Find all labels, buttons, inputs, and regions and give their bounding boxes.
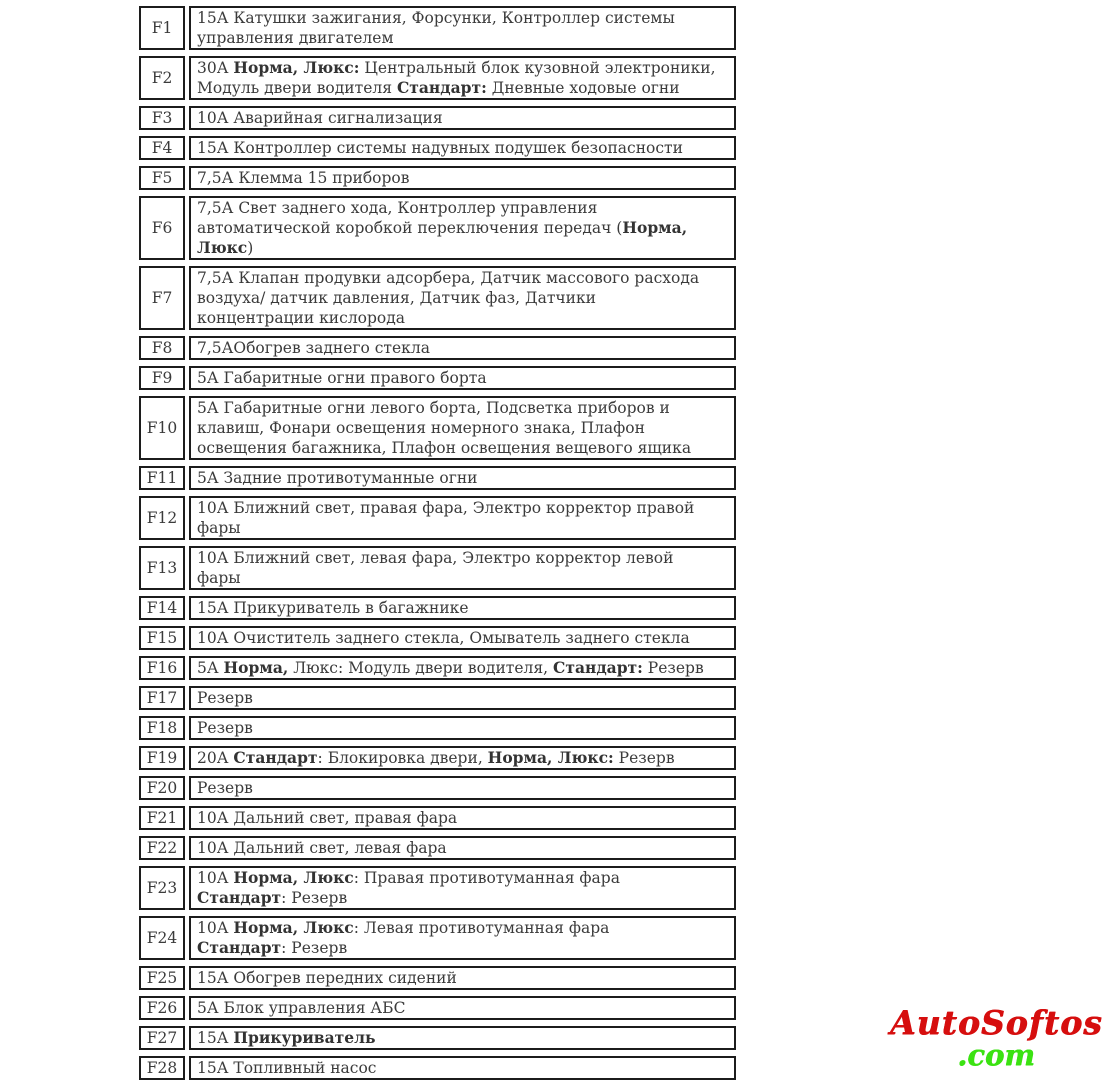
fuse-desc-line: концентрации кислорода xyxy=(197,309,406,327)
fuse-id-cell: F12 xyxy=(139,496,185,540)
fuse-id-cell: F1 xyxy=(139,6,185,50)
table-row xyxy=(139,266,736,330)
fuse-desc-cell xyxy=(189,6,736,50)
fuse-desc-line: 10А Дальний свет, левая фара xyxy=(197,839,447,857)
fuse-desc-line: 20А Стандарт: Блокировка двери, Норма, Люкс: Резерв xyxy=(197,748,675,767)
fuse-desc-line: 10А Норма, Люкс: Левая противотуманная фара xyxy=(197,918,610,937)
fuse-desc-cell xyxy=(189,916,736,960)
fuse-desc-line: клавиш, Фонари освещения номерного знака, Плафон xyxy=(197,419,645,437)
fuse-desc-cell xyxy=(189,336,736,360)
fuse-id-cell: F22 xyxy=(139,836,185,860)
fuse-desc-line: освещения багажника, Плафон освещения вещевого ящика xyxy=(197,439,692,457)
fuse-desc-line: 7,5А Свет заднего хода, Контроллер управления xyxy=(197,199,598,217)
fuse-desc-cell xyxy=(189,776,736,800)
table-row xyxy=(139,996,736,1020)
fuse-table-container xyxy=(135,0,740,1080)
fuse-desc-line: 10А Дальний свет, правая фара xyxy=(197,809,458,827)
fuse-desc-line: 10А Очиститель заднего стекла, Омыватель заднего стекла xyxy=(197,629,690,647)
fuse-desc-cell xyxy=(189,266,736,330)
fuse-desc-line: Резерв xyxy=(197,779,253,797)
fuse-desc-line: 30А Норма, Люкс: Центральный блок кузовной электроники, xyxy=(197,58,716,77)
watermark-domain-text: .com xyxy=(957,1038,1035,1072)
fuse-desc-line: Модуль двери водителя Стандарт: Дневные ходовые огни xyxy=(197,78,680,97)
fuse-desc-line: воздуха/ датчик давления, Датчик фаз, Датчики xyxy=(197,289,596,307)
fuse-desc-line: 7,5А Клапан продувки адсорбера, Датчик массового расхода xyxy=(197,269,700,287)
fuse-desc-cell xyxy=(189,466,736,490)
fuse-desc-cell xyxy=(189,166,736,190)
fuse-desc-line: 10А Норма, Люкс: Правая противотуманная фара xyxy=(197,868,620,887)
fuse-desc-cell xyxy=(189,596,736,620)
fuse-id-cell: F10 xyxy=(139,396,185,460)
table-row xyxy=(139,746,736,770)
table-row xyxy=(139,656,736,680)
table-row xyxy=(139,776,736,800)
table-row xyxy=(139,716,736,740)
table-row xyxy=(139,836,736,860)
table-row xyxy=(139,466,736,490)
fuse-desc-cell xyxy=(189,366,736,390)
fuse-desc-cell xyxy=(189,546,736,590)
fuse-desc-cell xyxy=(189,656,736,680)
fuse-id-cell: F9 xyxy=(139,366,185,390)
fuse-desc-line: 15А Прикуриватель в багажнике xyxy=(197,599,469,617)
fuse-desc-line: 10А Аварийная сигнализация xyxy=(197,109,443,127)
fuse-desc-cell xyxy=(189,396,736,460)
fuse-id-cell: F16 xyxy=(139,656,185,680)
fuse-desc-line: 5А Норма, Люкс: Модуль двери водителя, Стандарт: Резерв xyxy=(197,658,704,677)
fuse-desc-line: 7,5А Клемма 15 приборов xyxy=(197,169,410,187)
fuse-id-cell: F25 xyxy=(139,966,185,990)
fuse-desc-cell xyxy=(189,136,736,160)
table-row xyxy=(139,336,736,360)
fuse-assignment-table xyxy=(135,0,740,1080)
watermark-brand-text: AutoSoftos xyxy=(890,1003,1103,1042)
fuse-desc-line: 10А Ближний свет, левая фара, Электро корректор левой xyxy=(197,549,674,567)
fuse-desc-line: Резерв xyxy=(197,719,253,737)
table-row xyxy=(139,56,736,100)
fuse-id-cell: F8 xyxy=(139,336,185,360)
table-row xyxy=(139,626,736,650)
table-row xyxy=(139,166,736,190)
table-row xyxy=(139,1056,736,1080)
fuse-desc-line: фары xyxy=(197,519,241,537)
fuse-desc-line: 5А Габаритные огни правого борта xyxy=(197,369,487,387)
fuse-desc-cell xyxy=(189,716,736,740)
fuse-desc-cell xyxy=(189,836,736,860)
fuse-desc-line: 15А Обогрев передних сидений xyxy=(197,969,457,987)
table-row xyxy=(139,546,736,590)
fuse-id-cell: F13 xyxy=(139,546,185,590)
fuse-desc-line: 5А Блок управления АБС xyxy=(197,999,406,1017)
fuse-desc-line: Люкс) xyxy=(197,238,254,257)
fuse-desc-line: 15А Катушки зажигания, Форсунки, Контроллер системы xyxy=(197,9,675,27)
fuse-id-cell: F14 xyxy=(139,596,185,620)
table-row xyxy=(139,196,736,260)
fuse-id-cell: F4 xyxy=(139,136,185,160)
fuse-desc-line: 5А Габаритные огни левого борта, Подсветка приборов и xyxy=(197,399,670,417)
fuse-desc-line: 15А Прикуриватель xyxy=(197,1028,376,1047)
table-row xyxy=(139,916,736,960)
fuse-desc-line: автоматической коробкой переключения передач (Норма, xyxy=(197,218,688,237)
fuse-desc-cell xyxy=(189,966,736,990)
fuse-table-body xyxy=(139,6,736,1080)
fuse-desc-cell xyxy=(189,806,736,830)
fuse-desc-cell xyxy=(189,496,736,540)
fuse-desc-line: 15А Контроллер системы надувных подушек безопасности xyxy=(197,139,683,157)
fuse-id-cell: F23 xyxy=(139,866,185,910)
table-row xyxy=(139,596,736,620)
fuse-desc-line: 15А Топливный насос xyxy=(197,1059,377,1077)
fuse-desc-line: управления двигателем xyxy=(197,29,394,47)
fuse-id-cell: F6 xyxy=(139,196,185,260)
fuse-desc-line: 5А Задние противотуманные огни xyxy=(197,469,478,487)
fuse-desc-line: фары xyxy=(197,569,241,587)
fuse-id-cell: F7 xyxy=(139,266,185,330)
fuse-id-cell: F15 xyxy=(139,626,185,650)
table-row xyxy=(139,866,736,910)
table-row xyxy=(139,966,736,990)
fuse-desc-line: Стандарт: Резерв xyxy=(197,938,348,957)
table-row xyxy=(139,1026,736,1050)
fuse-desc-cell xyxy=(189,1056,736,1080)
fuse-id-cell: F19 xyxy=(139,746,185,770)
fuse-id-cell: F27 xyxy=(139,1026,185,1050)
fuse-desc-cell xyxy=(189,106,736,130)
table-row xyxy=(139,6,736,50)
table-row xyxy=(139,396,736,460)
table-row xyxy=(139,686,736,710)
table-row xyxy=(139,806,736,830)
fuse-desc-cell xyxy=(189,746,736,770)
fuse-id-cell: F20 xyxy=(139,776,185,800)
fuse-desc-cell xyxy=(189,196,736,260)
fuse-desc-line: Стандарт: Резерв xyxy=(197,888,348,907)
fuse-id-cell: F11 xyxy=(139,466,185,490)
table-row xyxy=(139,496,736,540)
table-row xyxy=(139,136,736,160)
fuse-desc-cell xyxy=(189,56,736,100)
fuse-desc-cell xyxy=(189,686,736,710)
fuse-desc-line: 7,5АОбогрев заднего стекла xyxy=(197,339,430,357)
fuse-id-cell: F17 xyxy=(139,686,185,710)
fuse-desc-cell xyxy=(189,866,736,910)
fuse-id-cell: F3 xyxy=(139,106,185,130)
site-watermark xyxy=(890,1003,1103,1072)
fuse-id-cell: F5 xyxy=(139,166,185,190)
fuse-desc-cell xyxy=(189,1026,736,1050)
table-row xyxy=(139,366,736,390)
fuse-id-cell: F24 xyxy=(139,916,185,960)
fuse-id-cell: F26 xyxy=(139,996,185,1020)
fuse-desc-cell xyxy=(189,626,736,650)
fuse-desc-line: 10А Ближний свет, правая фара, Электро корректор правой xyxy=(197,499,695,517)
fuse-id-cell: F28 xyxy=(139,1056,185,1080)
fuse-id-cell: F21 xyxy=(139,806,185,830)
table-row xyxy=(139,106,736,130)
fuse-id-cell: F18 xyxy=(139,716,185,740)
fuse-desc-line: Резерв xyxy=(197,689,253,707)
fuse-desc-cell xyxy=(189,996,736,1020)
fuse-id-cell: F2 xyxy=(139,56,185,100)
